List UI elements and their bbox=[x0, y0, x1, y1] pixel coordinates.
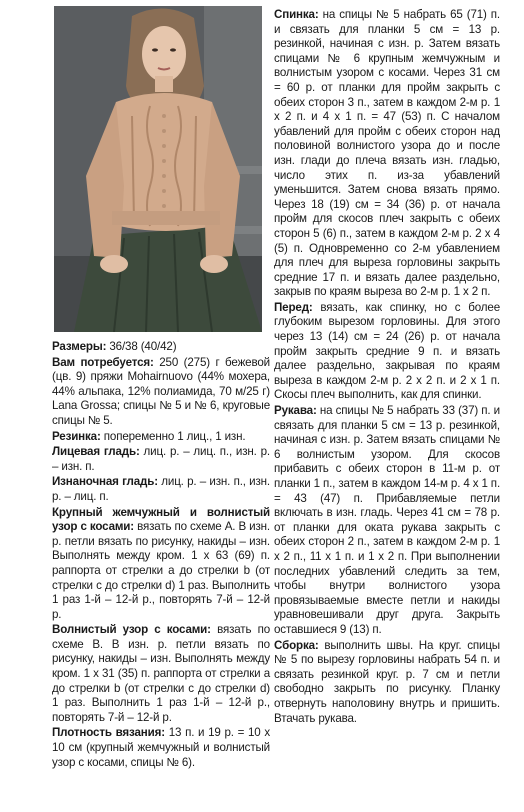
reverse-stockinette-paragraph bbox=[52, 475, 270, 504]
density-text: 13 п. и 19 р. = 10 х 10 см (крупный жемчужный и волнистый узор с косами, спицы № 6). bbox=[52, 726, 270, 769]
density-paragraph bbox=[52, 726, 270, 770]
stockinette-label: Лицевая гладь: bbox=[52, 445, 140, 459]
sleeve-text: на спицы № 5 набрать 33 (37) п. и связать для планки 5 см = 13 р. резинкой, начиная с изн. р. Затем вязать спицами № 6 волнистым узором. Для скосов прибавить с обеих сторон в 11-м р. от планки 1 п., затем в каждом 14-м р. 4 х 1 п. = 43 (47) п. Прибавляемые петли включать в изн. гладь. Через 41 см = 78 р. от планки для оката рукава закрыть с обеих сторон 2 п., затем в каждом 2-м р. 1 х 2 п., 11 х 1 п. и 1 х 2 п. При выполнении последних убавлений следить за тем, чтобы внутри волнистого узора провязываемые вместе петли и накиды уравновешивали друг друга. Закрыть оставшиеся 9 (13) п. bbox=[274, 404, 501, 636]
pattern-a-paragraph bbox=[52, 506, 270, 623]
pattern-b-text: вязать по схеме В. В изн. р. петли вязать по рисунку, накиды – изн. Выполнять между кром. 1 х 31 (35) п. раппорта от стрелки а до стрелки b (от стрелки с до стрелки d) 1 раз. Выполнить 1 раз 1-й – 12-й р., повторять 7-й – 12-й р. bbox=[52, 623, 270, 724]
reverse-stockinette-label: Изнаночная гладь: bbox=[52, 475, 158, 489]
rib-label: Резинка: bbox=[52, 429, 101, 443]
front-paragraph bbox=[274, 301, 500, 403]
sleeve-paragraph bbox=[274, 404, 500, 638]
pattern-b-label: Волнистый узор с косами: bbox=[52, 623, 211, 637]
front-text: вязать, как спинку, но с более глубоким вырезом горловины. Для этого через 13 (14) см = 24 (26) р. от начала пройм закрыть средние 9 п. и вязать далее раздельно, закрывая по краям выреза в каждом 2-м р. 2 х 2 п. и 2 х 1 п. Скосы плеч выполнить, как для спинки. bbox=[274, 300, 500, 402]
pattern-b-paragraph bbox=[52, 623, 270, 725]
reverse-stockinette-text: лиц. р. – изн. п., изн. р. – лиц. п. bbox=[52, 475, 270, 503]
front-label: Перед: bbox=[274, 300, 313, 314]
density-label: Плотность вязания: bbox=[52, 726, 165, 740]
back-text: на спицы № 5 набрать 65 (71) п. и связать для планки 5 см = 13 р. резинкой, начиная с изн. р. Затем вязать спицами № 6 крупным жемчужным и волнистым узором с косами. Через 31 см = 60 р. от планки для пройм закрыть с обеих сторон 3 п., затем в каждом 2-м р. 1 х 2 п. и 4 х 1 п. = 47 (53) п. С началом убавлений для пройм с обеих сторон над половиной волнистого узора до и после изн. глади до плеча вязать изн. гладью, число этих п. из-за убавлений уменьшится. Затем снова вязать прямо. Через 18 (19) см = 34 (36) р. от начала пройм для скосов плеч закрыть с обеих сторон 5 (6) п., затем в каждом 2-м р. 2 х 4 (5) п. Одновременно со 2-м убавлением для плеч для выреза горловины закрыть средние 17 п. и вязать далее раздельно, закрыв по краям выреза во 2-м р. 1 х 2 п. bbox=[274, 8, 500, 299]
sizes-text: 36/38 (40/42) bbox=[106, 340, 177, 353]
pattern-a-text: вязать по схеме А. В изн. р. петли вязать по рисунку, накиды – изн. Выполнять между кром. 1 х 63 (69) п. раппорта от стрелки а до стрелки b (от стрелки с до стрелки d) 1 раз. Выполнить 1 раз 1-й – 12-й р., повторять 7-й – 12-й р. bbox=[52, 520, 270, 621]
back-paragraph bbox=[274, 8, 500, 300]
right-column bbox=[274, 8, 500, 727]
stockinette-paragraph bbox=[52, 445, 270, 474]
assembly-paragraph bbox=[274, 639, 500, 727]
sizes-label: Размеры: bbox=[52, 340, 107, 353]
materials-text: 250 (275) г бежевой (цв. 9) пряжи Mohairnuovo (44% мохера, 44% альпака, 12% полиамида, 70 м/25 г) Lana Grossa; спицы № 5 и № 6, круговые спицы № 5. bbox=[52, 355, 270, 427]
pattern-a-label: Крупный жемчужный и волнистый узор с косами: bbox=[52, 505, 270, 534]
materials-label: Вам потребуется: bbox=[52, 355, 154, 369]
back-label: Спинка: bbox=[274, 8, 319, 21]
sleeve-label: Рукава: bbox=[274, 404, 317, 418]
model-photo bbox=[54, 6, 262, 332]
sizes-paragraph bbox=[52, 340, 270, 355]
materials-paragraph bbox=[52, 356, 270, 429]
stockinette-text: лиц. р. – лиц. п., изн. р. – изн. п. bbox=[52, 445, 270, 473]
assembly-text: выполнить швы. На круг. спицы № 5 по вырезу горловины набрать 54 п. и связать резинкой круг. р. 7 см и петли свободно закрыть по рисунку. Планку отвернуть наполовину внутрь и пришить. Втачать рукава. bbox=[274, 638, 500, 725]
sweater-model-illustration bbox=[54, 6, 262, 332]
left-column bbox=[52, 340, 270, 771]
rib-text: попеременно 1 лиц., 1 изн. bbox=[100, 429, 246, 443]
rib-paragraph bbox=[52, 430, 270, 445]
assembly-label: Сборка: bbox=[274, 638, 319, 652]
